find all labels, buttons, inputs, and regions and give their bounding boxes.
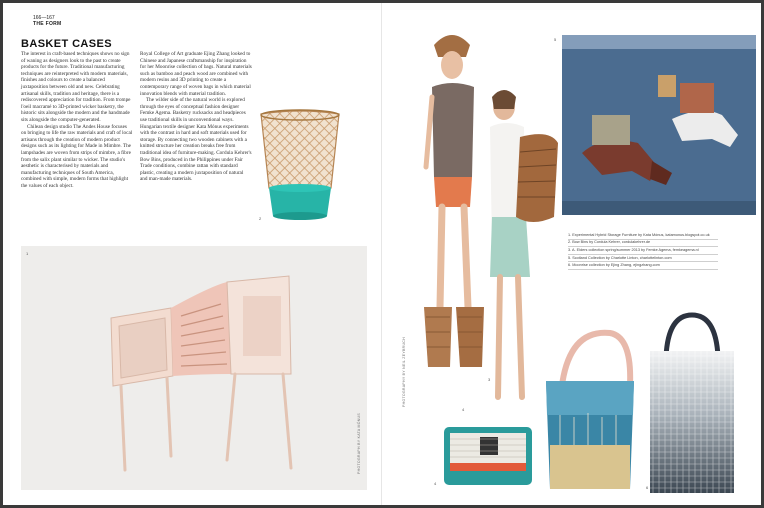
section-name: THE FORM xyxy=(33,21,62,27)
woven-tote-image xyxy=(644,311,740,497)
scarf-illustration xyxy=(562,35,756,215)
cabinet-illustration xyxy=(21,246,367,490)
caption-item: 3. A. Elders collection spring/summer 2013 by Femke Agema, femkeagema.nl xyxy=(568,247,718,255)
caption-list xyxy=(568,232,718,270)
page-numbers: 166—167 xyxy=(33,15,55,21)
body-paragraph: Chilean design studio The Andes House focuses on bringing to life the raw materials and craft of local artisans through the creation of modern product designs such as its lighting for Made in Mimbre. The lampshades are woven from strips of mimbre, a fibre from the salix plant similar to wicker. The studio's aesthetic is characterised by materials and manufacturing techniques of South America, combined with simple, modern forms that highlight the values of each object. xyxy=(21,123,133,189)
caption-item: 5. Scotland Collection by Charlotte Linton, charlottelinton.com xyxy=(568,255,718,263)
body-paragraph: The wilder side of the natural world is explored through the eyes of conceptual fashion designer Femke Agema. Basketry rucksacks and headpieces use traditional skills in unconventional ways. Hungarian textile designer Kata Mónus experiments with the contrast in hard and soft materials used for storage. By connecting two wooden cabinets with a knitted structure her creation breaks free from traditional idea of furniture-making. Cordula Kehrer's Bow Bins, produced in the Philippines under Fair Trade conditions, combine rattan with standard plastic, creating a modern juxtaposition of natural and man-made materials. xyxy=(140,97,252,183)
right-page xyxy=(382,3,761,505)
caption-item: 1. Experimental Hybrid Storage Furniture by Kata Mónus, katamonus.blogspot.co.uk xyxy=(568,232,718,240)
moonrise-bag-image xyxy=(540,325,640,493)
image-number: 6 xyxy=(646,485,649,490)
body-paragraph: The interest in craft-based techniques shows no sign of waning as designers look to the past to create products for the future. Traditional manufacturing techniques are reinterpreted with modern materials, finishes and colours to create a balanced juxtaposition between old and new. Celebrating artisanal skills, tradition and heritage, there is a rediscovered appreciation for tradition. From trompe l'oeil macramé to 3D-printed wicker basketry, the historic sits alongside the modern and the handmade sits alongside the computer-generated. xyxy=(21,51,131,123)
left-page xyxy=(3,3,382,505)
clutch-illustration xyxy=(442,423,534,487)
article-title: BASKET CASES xyxy=(21,38,112,50)
caption-item: 6. Moonrise collection by Ejing Zhang, ejingzhang.com xyxy=(568,262,718,270)
photo-credit: PHOTOGRAPHY BY NEIL ZEYBRUCH xyxy=(402,337,406,407)
bow-bin-image xyxy=(255,108,345,226)
moonrise-bag-illustration xyxy=(540,325,640,493)
photo-credit: PHOTOGRAPH BY KATA MÓNUS xyxy=(357,412,361,474)
woven-clutch-image xyxy=(434,423,534,487)
tote-illustration xyxy=(644,311,740,497)
hybrid-cabinet-image xyxy=(21,246,367,490)
bow-bin-illustration xyxy=(255,108,345,226)
body-paragraph: Royal College of Art graduate Ejing Zhang looked to Chinese and Japanese craftsmanship for inspiration for her Moonrise collection of bags. Natural materials such as bamboo and peach wood are combined with modern resins and 3D printing to create a contemporary range of woven bags in which material innovation blends with material tradition. xyxy=(140,51,252,97)
image-number: 3 xyxy=(488,377,491,382)
image-number: 4 xyxy=(434,481,437,486)
body-column-2 xyxy=(140,51,252,183)
image-number: 1 xyxy=(26,251,29,256)
image-number: 4 xyxy=(462,407,465,412)
body-column-1 xyxy=(21,51,133,189)
caption-item: 2. Bow Bins by Cordula Kehrer, cordulakehrer.de xyxy=(568,240,718,248)
image-number: 5 xyxy=(554,37,557,42)
folio xyxy=(33,15,62,27)
image-number: 2 xyxy=(259,216,262,221)
magazine-spread xyxy=(3,3,761,505)
scotland-scarf-image xyxy=(554,35,756,215)
